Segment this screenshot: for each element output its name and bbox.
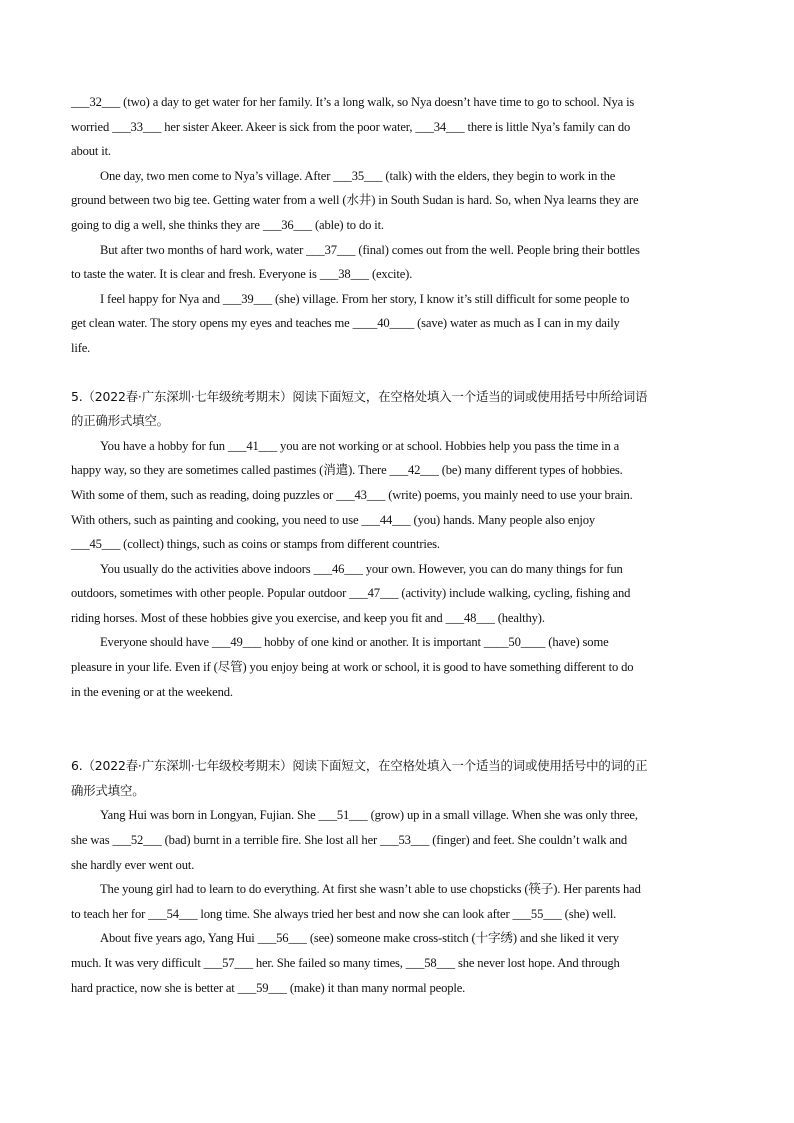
passage-line: she was ___52___ (bad) burnt in a terrible fire. She lost all her ___53___ (finger) and feet. She couldn’t walk and xyxy=(71,833,628,848)
passage-line: pleasure in your life. Even if (尽管) you enjoy being at work or school, it is good to have something different to do xyxy=(71,660,634,675)
passage-line: ___32___ (two) a day to get water for her family. It’s a long walk, so Nya doesn’t have time to go to school. Nya is xyxy=(71,95,635,109)
passage-line: she hardly ever went out. xyxy=(71,857,195,872)
passage-line: You have a hobby for fun ___41___ you are not working or at school. Hobbies help you pass the time in a xyxy=(100,438,620,453)
passage-line: in the evening or at the weekend. xyxy=(71,684,233,699)
passage-line: ground between two big tee. Getting water from a well (水井) in South Sudan is hard. So, when Nya learns they are xyxy=(71,193,639,208)
passage-line: Everyone should have ___49___ hobby of one kind or another. It is important ____50____ (have) some xyxy=(100,635,609,650)
passage-line: The young girl had to learn to do everything. At first she wasn’t able to use chopsticks (筷子). Her parents had xyxy=(100,882,641,897)
passage-line: riding horses. Most of these hobbies give you exercise, and keep you fit and ___48___ (healthy). xyxy=(71,610,545,625)
passage-line: to taste the water. It is clear and fresh. Everyone is ___38___ (excite). xyxy=(71,267,413,282)
passage-line: With some of them, such as reading, doing puzzles or ___43___ (write) poems, you mainly need to use your brain. xyxy=(71,487,633,502)
question-5-heading: 5.（2022春·广东深圳·七年级统考期末）阅读下面短文，在空格处填入一个适当的词或使用括号中所给词语 xyxy=(71,388,648,404)
passage-line: One day, two men come to Nya’s village. After ___35___ (talk) with the elders, they begin to work in the xyxy=(100,168,616,183)
passage-line: going to dig a well, she thinks they are ___36___ (able) to do it. xyxy=(71,217,384,232)
passage-line: With others, such as painting and cooking, you need to use ___44___ (you) hands. Many people also enjoy xyxy=(71,512,596,527)
passage-line: worried ___33___ her sister Akeer. Akeer is sick from the poor water, ___34___ there is little Nya’s family can do xyxy=(71,119,631,134)
passage-line: Yang Hui was born in Longyan, Fujian. She ___51___ (grow) up in a small village. When she was only three, xyxy=(100,808,638,823)
passage-line: get clean water. The story opens my eyes and teaches me ____40____ (save) water as much as I can in my daily xyxy=(71,316,620,331)
passage-line: life. xyxy=(71,340,91,355)
passage-line: to teach her for ___54___ long time. She always tried her best and now she can look after ___55___ (she) well. xyxy=(71,906,617,921)
question-5 xyxy=(71,385,721,705)
passage-line: outdoors, sometimes with other people. Popular outdoor ___47___ (activity) include walking, cycling, fishing and xyxy=(71,586,631,601)
passage-line: hard practice, now she is better at ___59___ (make) it than many normal people. xyxy=(71,980,466,995)
passage-line: About five years ago, Yang Hui ___56___ (see) someone make cross-stitch (十字绣) and she liked it very xyxy=(100,931,619,946)
passage-line: about it. xyxy=(71,144,111,159)
passage-line: But after two months of hard work, water ___37___ (final) comes out from the well. People bring their bottles xyxy=(100,242,640,257)
passage-line: I feel happy for Nya and ___39___ (she) village. From her story, I know it’s still difficult for some people to xyxy=(100,291,630,306)
question-6-heading-cont: 确形式填空。 xyxy=(71,782,145,798)
question-6 xyxy=(71,754,721,1000)
worksheet-page xyxy=(71,90,721,1000)
passage-line: happy way, so they are sometimes called pastimes (消遣). There ___42___ (be) many different types of hobbies. xyxy=(71,463,623,478)
passage-line: much. It was very difficult ___57___ her. She failed so many times, ___58___ she never lost hope. And through xyxy=(71,956,620,970)
passage-4-continued xyxy=(71,90,721,361)
question-5-heading-cont: 的正确形式填空。 xyxy=(71,413,169,429)
passage-line: ___45___ (collect) things, such as coins or stamps from different countries. xyxy=(71,537,440,552)
question-6-heading: 6.（2022春·广东深圳·七年级校考期末）阅读下面短文，在空格处填入一个适当的词或使用括号中的词的正 xyxy=(71,758,648,774)
passage-line: You usually do the activities above indoors ___46___ your own. However, you can do many things for fun xyxy=(100,561,623,576)
